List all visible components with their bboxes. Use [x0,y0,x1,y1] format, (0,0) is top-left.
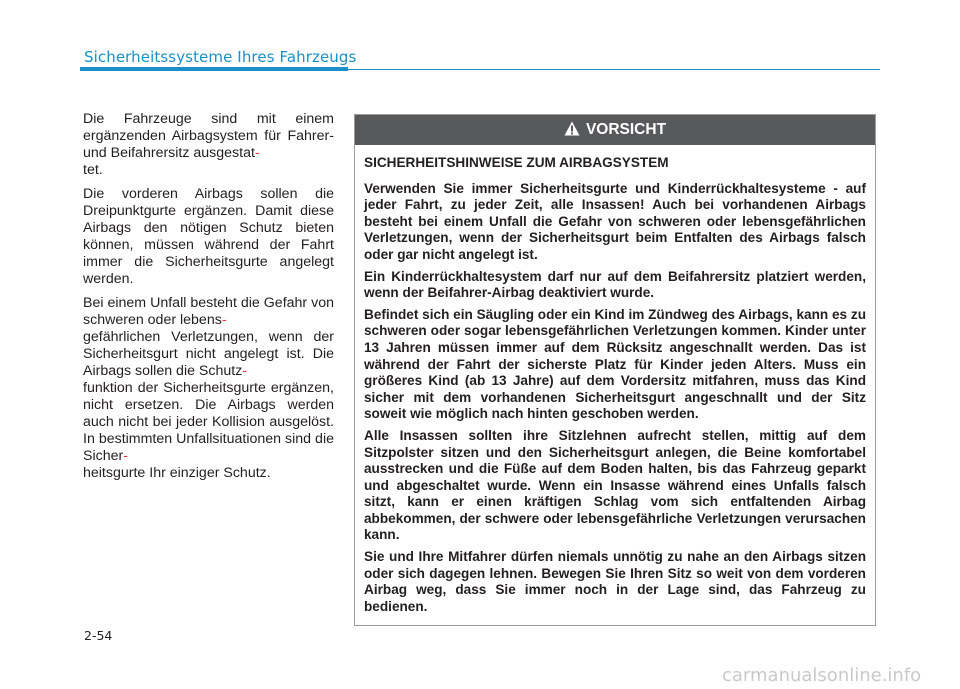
paragraph-text: Die Fahrzeuge sind mit einem ergänzenden Airbagsystem für Fahrer- und Beifahrersitz ausgestat [83,111,334,161]
hyphen-mark: - [254,145,260,161]
paragraph-text: heitsgurte Ihr einziger Schutz. [83,465,271,481]
caution-body [355,145,875,615]
paragraph-airbag-system [83,111,334,179]
paragraph-text: funktion der Sicherheitsgurte ergänzen, nicht ersetzen. Die Airbags werden auch nicht bei jeder Kollision ausgelöst. In bestimmten Unfallsituationen sind die Sicher [83,380,334,464]
header-rule-thin [348,69,880,70]
section-title: Sicherheitssysteme Ihres Fahrzeugs [84,48,357,66]
caution-title: SICHERHEITSHINWEISE ZUM AIRBAGSYSTEM [364,155,669,170]
paragraph-front-airbags: Die vorderen Airbags sollen die Dreipunktgurte ergänzen. Damit diese Airbags den nötigen Schutz bieten können, müssen während der Fahrt immer die Sicherheitsgurte angelegt werden. [83,186,334,287]
caution-paragraph: Verwenden Sie immer Sicherheitsgurte und Kinderrückhaltesysteme - auf jeder Fahrt, zu jeder Zeit, alle Insassen! Auch bei vorhandenen Airbags besteht bei einem Unfall die Gefahr von schweren oder lebensgefährlichen Verletzungen, wenn der Sicherheitsgurt beim Entfalten des Airbags falsch oder gar nicht angelegt ist. [364,180,866,262]
caution-paragraph: Ein Kinderrückhaltesystem darf nur auf dem Beifahrersitz platziert werden, wenn der Beifahrer-Airbag deaktiviert wurde. [364,268,866,301]
paragraph-text: Bei einem Unfall besteht die Gefahr von schweren oder lebens [83,295,334,328]
page-number: 2-54 [84,628,113,643]
hyphen-mark: - [221,312,227,328]
watermark: carmanualsonline.info [722,665,922,686]
warning-triangle-icon [564,121,580,141]
paragraph-text: gefährlichen Verletzungen, wenn der Sicherheitsgurt nicht angelegt ist. Die Airbags sollen die Schutz [83,329,334,379]
caution-header [355,115,875,145]
paragraph-text: tet. [83,162,103,178]
caution-paragraph: Alle Insassen sollten ihre Sitzlehnen aufrecht stellen, mittig auf dem Sitzpolster sitzen und den Sicherheitsgurt anlegen, die Beine komfortabel ausstrecken und die Füße auf dem Boden halten, bis das Fahrzeug geparkt und abgeschaltet wurde. Wenn ein Insasse während eines Unfalls falsch sitzt, kann er einen kräftigen Schlag vom sich entfaltenden Airbag abbekommen, der schwere oder lebensgefährliche Verletzungen verursachen kann. [364,427,866,543]
hyphen-mark: - [242,363,248,379]
caution-box [354,114,876,626]
paragraph-accident-risk [83,295,334,482]
body-text-column [83,111,334,489]
caution-paragraph: Befindet sich ein Säugling oder ein Kind im Zündweg des Airbags, kann es zu schweren oder sogar lebensgefährlichen Verletzungen kommen. Kinder unter 13 Jahren müssen immer auf dem Rücksitz angeschnallt werden. Das ist während der Fahrt der sicherste Platz für Kinder jeden Alters. Muss ein größeres Kind (ab 13 Jahre) auf dem Vordersitz mitfahren, muss das Kind sicher mit dem vorhandenen Sicherheitsgurt angeschnallt und der Sitz soweit wie möglich nach hinten geschoben werden. [364,306,866,422]
hyphen-mark: - [123,448,128,464]
caution-paragraph: Sie und Ihre Mitfahrer dürfen niemals unnötig zu nahe an den Airbags sitzen oder sich dagegen lehnen. Bewegen Sie Ihren Sitz so weit von dem vorderen Airbag weg, dass Sie immer noch in der Lage sind, das Fahrzeug zu bedienen. [364,549,866,614]
caution-label: VORSICHT [585,121,667,138]
header-rule-thick [80,67,348,71]
